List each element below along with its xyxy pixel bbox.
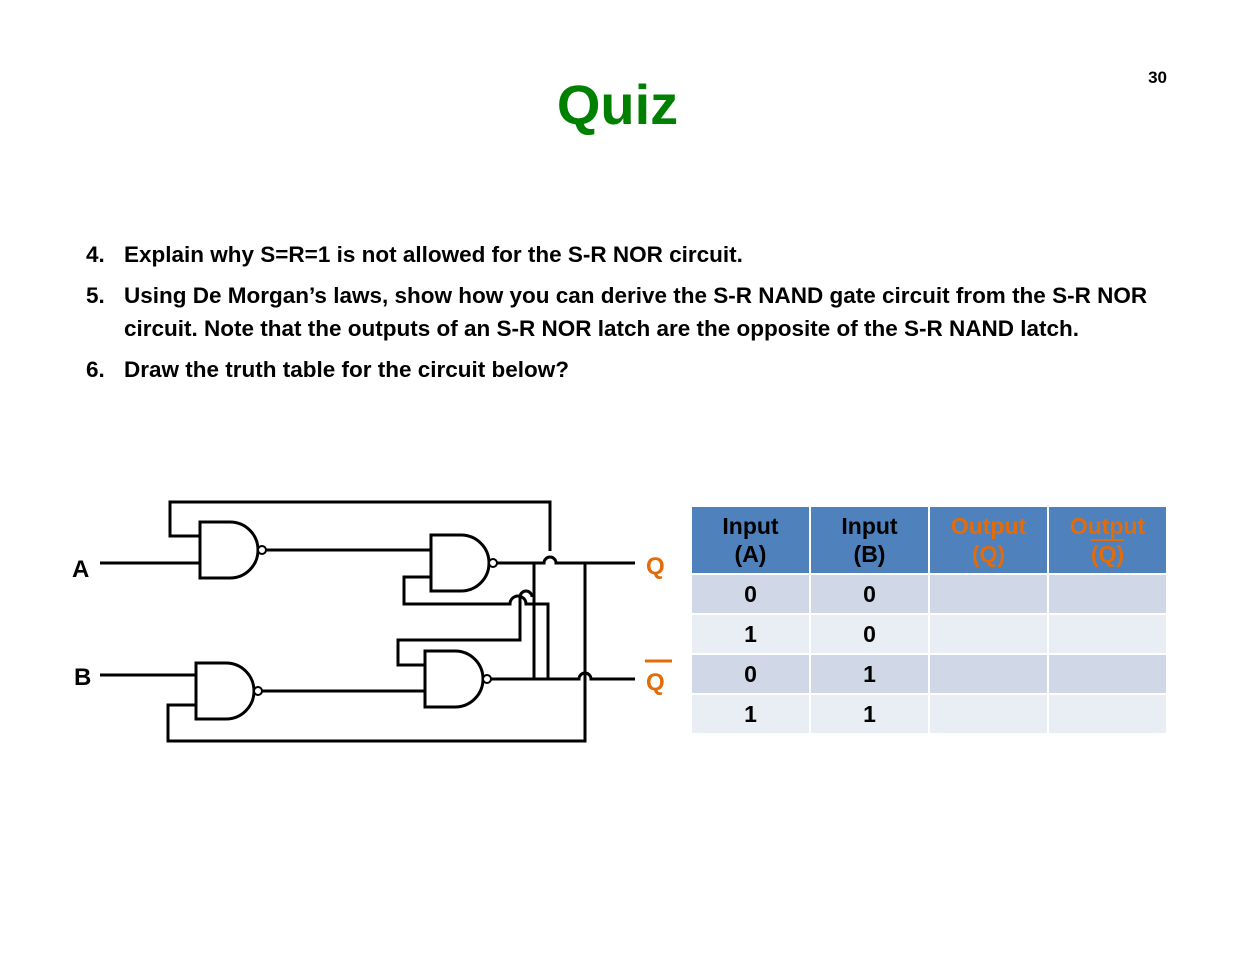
inverter-bubble <box>489 559 497 567</box>
inverter-bubble <box>254 687 262 695</box>
inverter-bubble <box>483 675 491 683</box>
question-number: 6. <box>86 357 105 382</box>
table-cell <box>930 575 1047 613</box>
nand-gate-3 <box>196 663 254 719</box>
table-row <box>692 695 1166 733</box>
slide-number: 30 <box>1148 68 1167 87</box>
page-title: Quiz <box>556 73 679 136</box>
table-cell <box>1049 655 1166 693</box>
table-cell: 1 <box>692 615 809 653</box>
input-b-label: B <box>74 664 92 691</box>
input-a-label: A <box>72 556 90 583</box>
wire-output-qbar <box>491 673 635 679</box>
table-cell: 1 <box>811 695 928 733</box>
col-header-output-qbar: Output (Q) <box>1049 507 1166 573</box>
table-cell: 0 <box>692 575 809 613</box>
table-row <box>692 615 1166 653</box>
table-cell: 1 <box>811 655 928 693</box>
table-cell <box>930 695 1047 733</box>
table-cell <box>1049 695 1166 733</box>
table-header-row <box>692 507 1166 573</box>
question-text: Draw the truth table for the circuit below? <box>124 357 570 382</box>
table-cell: 0 <box>811 575 928 613</box>
table-cell: 0 <box>692 655 809 693</box>
question-text: Explain why S=R=1 is not allowed for the S-R NOR circuit. <box>124 242 743 267</box>
question-text: Using De Morgan’s laws, show how you can derive the S-R NAND gate circuit from the S-R NOR circuit. Note that the outputs of an S-R NOR latch are the opposite of the S-R NAND latch. <box>124 283 1148 341</box>
col-header-input-a: Input (A) <box>692 507 809 573</box>
truth-table <box>690 505 1168 735</box>
table-cell: 1 <box>692 695 809 733</box>
table-cell <box>1049 615 1166 653</box>
nand-gate-1 <box>200 522 258 578</box>
table-cell <box>1049 575 1166 613</box>
question-number: 5. <box>86 283 105 308</box>
table-cell: 0 <box>811 615 928 653</box>
table-cell <box>930 615 1047 653</box>
wire-output-q <box>497 557 635 563</box>
output-qbar-label: Q <box>646 669 665 696</box>
nand-gate-2 <box>431 535 489 591</box>
table-row <box>692 655 1166 693</box>
question-number: 4. <box>86 242 105 267</box>
col-header-input-b: Input (B) <box>811 507 928 573</box>
output-q-label: Q <box>646 553 665 580</box>
inverter-bubble <box>258 546 266 554</box>
nand-gate-4 <box>425 651 483 707</box>
table-row <box>692 575 1166 613</box>
table-cell <box>930 655 1047 693</box>
col-header-output-q: Output (Q) <box>930 507 1047 573</box>
